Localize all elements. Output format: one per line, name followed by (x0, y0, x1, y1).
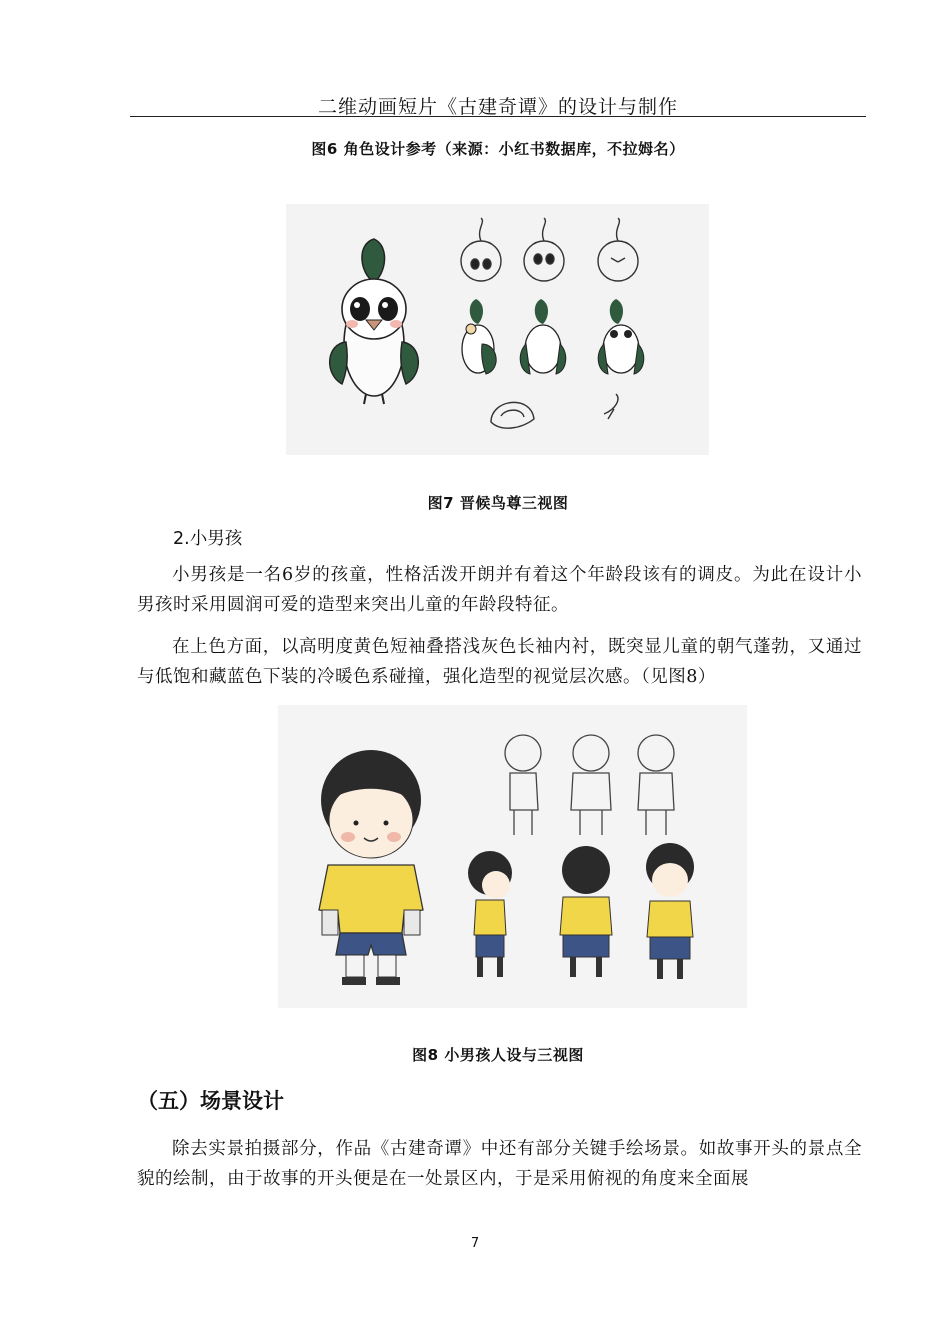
bird-tail-details (491, 394, 618, 428)
figure-7-bird-turnaround (286, 204, 709, 455)
figure-8-caption: 图8 小男孩人设与三视图 (412, 1046, 584, 1064)
figure-8-boy-turnaround (278, 705, 747, 1008)
boy-color-turnaround (468, 843, 694, 979)
bird-main-illustration (330, 239, 419, 404)
paragraph-boy-coloring: 在上色方面，以高明度黄色短袖叠搭浅灰色长袖内衬，既突显儿童的朝气蓬勃，又通过与低饱和藏蓝色下装的冷暖色系碰撞，强化造型的视觉层次感。（见图8） (137, 637, 862, 687)
bird-color-turnaround (462, 299, 644, 374)
page-number: 7 (470, 1236, 480, 1251)
section-heading-scene-design: （五）场景设计 (137, 1089, 284, 1113)
paragraph-scene-design: 除去实景拍摄部分，作品《古建奇谭》中还有部分关键手绘场景。如故事开头的景点全貌的绘制，由于故事的开头便是在一处景区内，于是采用俯视的角度来全面展 (137, 1139, 862, 1189)
header-divider (130, 116, 866, 117)
boy-line-sketches (505, 735, 674, 835)
bird-head-sketches (461, 218, 638, 281)
paragraph-boy-personality: 小男孩是一名6岁的孩童，性格活泼开朗并有着这个年龄段该有的调皮。为此在设计小男孩时采用圆润可爱的造型来突出儿童的年龄段特征。 (137, 565, 862, 615)
figure-6-caption: 图6 角色设计参考（来源：小红书数据库，不拉姆名） (311, 140, 685, 158)
boy-main-illustration (319, 750, 423, 985)
running-header-title: 二维动画短片《古建奇谭》的设计与制作 (317, 96, 678, 118)
figure-7-caption: 图7 晋候鸟尊三视图 (427, 494, 569, 512)
subsection-heading-boy: 2.小男孩 (173, 529, 243, 549)
